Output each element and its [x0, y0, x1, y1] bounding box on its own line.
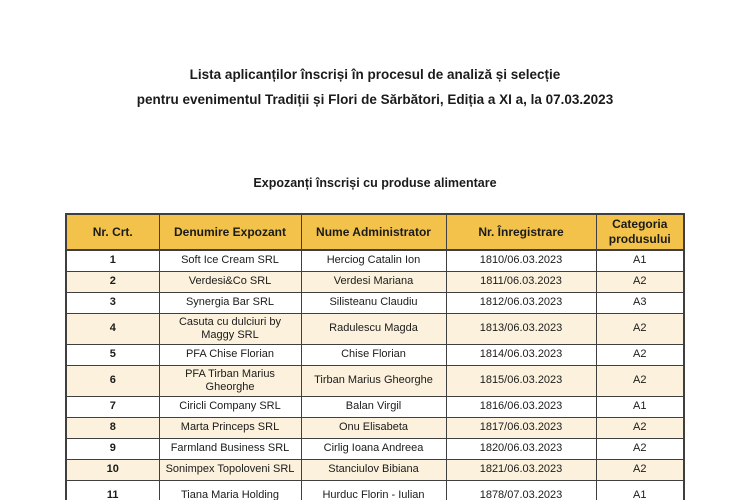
cell-nr: 8 — [66, 417, 159, 438]
table-row-5 — [66, 344, 684, 365]
cell-inregistrare: 1816/06.03.2023 — [446, 396, 596, 417]
cell-inregistrare: 1815/06.03.2023 — [446, 365, 596, 396]
cell-nr: 5 — [66, 344, 159, 365]
cell-expozant: Soft Ice Cream SRL — [159, 250, 301, 271]
cell-nr: 9 — [66, 438, 159, 459]
cell-nr: 1 — [66, 250, 159, 271]
cell-categoria: A3 — [596, 292, 684, 313]
table-row-7 — [66, 396, 684, 417]
cell-nr: 7 — [66, 396, 159, 417]
cell-expozant: Sonimpex Topoloveni SRL — [159, 459, 301, 480]
cell-inregistrare: 1813/06.03.2023 — [446, 313, 596, 344]
column-header-nr: Nr. Crt. — [66, 214, 159, 250]
title-line-1: Lista aplicanților înscriși în procesul de analiză și selecție — [189, 67, 561, 82]
cell-expozant: Farmland Business SRL — [159, 438, 301, 459]
cell-nr: 10 — [66, 459, 159, 480]
cell-categoria: A2 — [596, 313, 684, 344]
cell-inregistrare: 1817/06.03.2023 — [446, 417, 596, 438]
cell-administrator: Herciog Catalin Ion — [301, 250, 446, 271]
cell-administrator: Balan Virgil — [301, 396, 446, 417]
cell-expozant: PFA Tirban Marius Gheorghe — [159, 365, 301, 396]
table-row-11 — [66, 480, 684, 500]
cell-inregistrare: 1821/06.03.2023 — [446, 459, 596, 480]
applicants-table — [65, 213, 685, 500]
cell-categoria: A2 — [596, 344, 684, 365]
column-header-inregistrare: Nr. Înregistrare — [446, 214, 596, 250]
cell-categoria: A2 — [596, 365, 684, 396]
table-row-4 — [66, 313, 684, 344]
cell-categoria: A1 — [596, 480, 684, 500]
cell-inregistrare: 1820/06.03.2023 — [446, 438, 596, 459]
cell-categoria: A2 — [596, 459, 684, 480]
table-header-row — [66, 214, 684, 250]
cell-nr: 4 — [66, 313, 159, 344]
document-title — [0, 62, 750, 112]
cell-inregistrare: 1878/07.03.2023 — [446, 480, 596, 500]
cell-expozant: Tiana Maria Holding — [159, 480, 301, 500]
cell-nr: 11 — [66, 480, 159, 500]
cell-categoria: A2 — [596, 417, 684, 438]
cell-categoria: A2 — [596, 271, 684, 292]
column-header-categoria: Categoria produsului — [596, 214, 684, 250]
table-row-3 — [66, 292, 684, 313]
cell-administrator: Chise Florian — [301, 344, 446, 365]
cell-inregistrare: 1812/06.03.2023 — [446, 292, 596, 313]
table-row-6 — [66, 365, 684, 396]
section-title: Expozanți înscriși cu produse alimentare — [253, 176, 497, 190]
table-row-10 — [66, 459, 684, 480]
cell-administrator: Cirlig Ioana Andreea — [301, 438, 446, 459]
cell-administrator: Hurduc Florin - Iulian — [301, 480, 446, 500]
cell-expozant: PFA Chise Florian — [159, 344, 301, 365]
cell-administrator: Silisteanu Claudiu — [301, 292, 446, 313]
cell-expozant: Ciricli Company SRL — [159, 396, 301, 417]
title-line-2: pentru evenimentul Tradiții și Flori de Sărbători, Ediția a XI a, la 07.03.2023 — [136, 92, 614, 107]
cell-administrator: Stanciulov Bibiana — [301, 459, 446, 480]
cell-nr: 3 — [66, 292, 159, 313]
cell-administrator: Onu Elisabeta — [301, 417, 446, 438]
table-row-8 — [66, 417, 684, 438]
cell-administrator: Tirban Marius Gheorghe — [301, 365, 446, 396]
cell-categoria: A1 — [596, 396, 684, 417]
column-header-administrator: Nume Administrator — [301, 214, 446, 250]
cell-inregistrare: 1814/06.03.2023 — [446, 344, 596, 365]
cell-inregistrare: 1810/06.03.2023 — [446, 250, 596, 271]
cell-nr: 6 — [66, 365, 159, 396]
table-row-2 — [66, 271, 684, 292]
cell-categoria: A2 — [596, 438, 684, 459]
cell-expozant: Verdesi&Co SRL — [159, 271, 301, 292]
table-row-9 — [66, 438, 684, 459]
cell-categoria: A1 — [596, 250, 684, 271]
cell-inregistrare: 1811/06.03.2023 — [446, 271, 596, 292]
cell-expozant: Marta Princeps SRL — [159, 417, 301, 438]
cell-administrator: Radulescu Magda — [301, 313, 446, 344]
cell-expozant: Synergia Bar SRL — [159, 292, 301, 313]
table-row-1 — [66, 250, 684, 271]
cell-administrator: Verdesi Mariana — [301, 271, 446, 292]
cell-expozant: Casuta cu dulciuri by Maggy SRL — [159, 313, 301, 344]
cell-nr: 2 — [66, 271, 159, 292]
table-body — [66, 250, 684, 500]
column-header-expozant: Denumire Expozant — [159, 214, 301, 250]
